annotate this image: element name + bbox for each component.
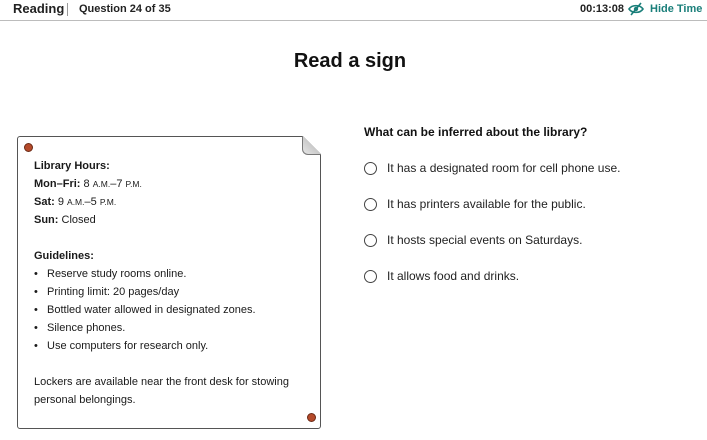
hide-time-button[interactable]: Hide Time bbox=[650, 3, 703, 15]
option-label: It allows food and drinks. bbox=[387, 269, 520, 283]
option-label: It has a designated room for cell phone use. bbox=[387, 161, 621, 175]
answer-option-2[interactable] bbox=[364, 195, 586, 213]
eye-slash-icon[interactable] bbox=[628, 2, 644, 16]
pin-icon bbox=[307, 413, 316, 422]
radio-button[interactable] bbox=[364, 162, 377, 175]
section-label: Reading bbox=[13, 1, 65, 16]
list-item: • Printing limit: 20 pages/day bbox=[34, 283, 294, 301]
radio-button[interactable] bbox=[364, 198, 377, 211]
library-sign bbox=[17, 136, 321, 429]
guidelines-list bbox=[34, 265, 294, 355]
radio-button[interactable] bbox=[364, 270, 377, 283]
top-bar bbox=[0, 0, 707, 21]
hours-row: Mon–Fri: 8 A.M.–7 P.M. bbox=[34, 178, 142, 190]
list-item: • Silence phones. bbox=[34, 319, 294, 337]
radio-button[interactable] bbox=[364, 234, 377, 247]
page-curl-icon bbox=[302, 136, 321, 155]
answer-option-4[interactable] bbox=[364, 267, 519, 285]
header-divider bbox=[67, 3, 68, 16]
timer: 00:13:08 bbox=[580, 3, 625, 15]
list-item: • Use computers for research only. bbox=[34, 337, 294, 355]
hours-row: Sun: Closed bbox=[34, 214, 96, 226]
list-item: • Reserve study rooms online. bbox=[34, 265, 294, 283]
hours-heading: Library Hours: bbox=[34, 160, 110, 172]
sign-note: Lockers are available near the front desk for stowing personal belongings. bbox=[34, 376, 289, 406]
answer-option-1[interactable] bbox=[364, 159, 620, 177]
option-label: It hosts special events on Saturdays. bbox=[387, 233, 583, 247]
page-title: Read a sign bbox=[293, 50, 407, 72]
pin-icon bbox=[24, 143, 33, 152]
question-text: What can be inferred about the library? bbox=[364, 125, 588, 139]
option-label: It has printers available for the public. bbox=[387, 197, 586, 211]
answer-option-3[interactable] bbox=[364, 231, 582, 249]
sign-content bbox=[34, 157, 294, 409]
list-item: • Bottled water allowed in designated zones. bbox=[34, 301, 294, 319]
hours-row: Sat: 9 A.M.–5 P.M. bbox=[34, 196, 117, 208]
question-counter: Question 24 of 35 bbox=[79, 3, 171, 15]
guidelines-heading: Guidelines: bbox=[34, 250, 94, 262]
